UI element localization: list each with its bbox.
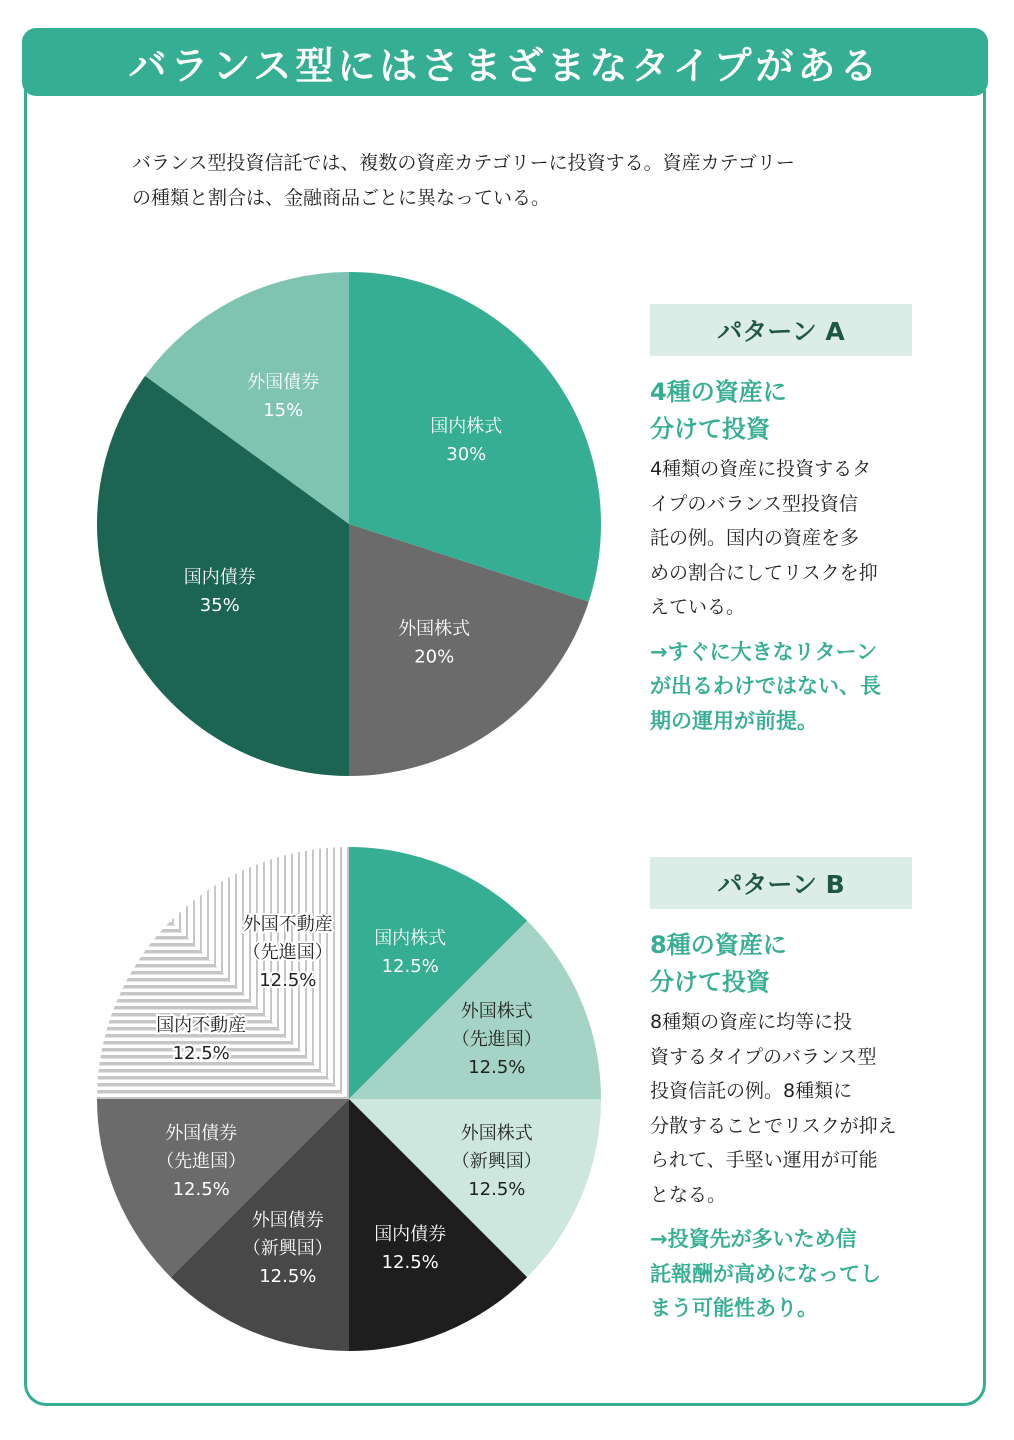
note-line: →すぐに大きなリターン	[650, 639, 878, 664]
slice-label: 国内債券 12.5%	[374, 1223, 447, 1273]
pattern-a-label: パターン A	[650, 304, 912, 356]
headline-line: 4種の資産に	[650, 378, 787, 406]
slice-label: 国内株式 12.5%	[374, 928, 447, 978]
body-line: めの割合にしてリスクを抑	[650, 561, 878, 584]
pattern-b-panel	[650, 857, 912, 1326]
slice-label: 国内不動産 12.5%	[156, 1014, 247, 1064]
note-line: が出るわけではない、長	[650, 674, 881, 698]
body-line: となる。	[650, 1183, 727, 1206]
note-line: まう可能性あり。	[650, 1296, 818, 1320]
pie-chart-a	[95, 270, 603, 778]
body-line: イプのバランス型投資信	[650, 492, 858, 515]
slice-label: 国内債券 35%	[183, 566, 256, 616]
pattern-a-body	[650, 452, 912, 625]
body-line: 分散することでリスクが抑え	[650, 1114, 897, 1137]
body-line: られて、手堅い運用が可能	[650, 1149, 878, 1171]
intro-line: バランス型投資信託では、複数の資産カテゴリーに投資する。資産カテゴリー	[132, 152, 795, 174]
body-line: 投資信託の例。8種類に	[650, 1080, 853, 1102]
page-title: バランス型にはさまざまなタイプがある	[128, 43, 882, 88]
slice-label: 外国債券（先進国） 12.5%	[156, 1123, 247, 1201]
headline-line: 分けて投資	[650, 968, 770, 996]
intro-text	[132, 146, 892, 216]
pie-chart-b	[95, 845, 603, 1353]
slice-label: 外国株式 20%	[398, 618, 471, 668]
pattern-b-label: パターン B	[650, 857, 912, 909]
headline-line: 分けて投資	[650, 415, 770, 443]
slice-label: 外国債券（新興国） 12.5%	[242, 1209, 333, 1287]
note-line: 託報酬が高めになってし	[650, 1261, 881, 1286]
pattern-a-panel	[650, 304, 912, 738]
slice-label: 外国株式（新興国） 12.5%	[451, 1123, 542, 1201]
note-line: 期の運用が前提。	[650, 708, 818, 733]
body-line: 託の例。国内の資産を多	[650, 527, 860, 549]
slice-label: 外国不動産（先進国） 12.5%	[242, 914, 333, 992]
pattern-b-headline	[650, 927, 912, 1001]
pattern-a-note	[650, 635, 912, 739]
body-line: えている。	[650, 596, 746, 618]
intro-line: の種類と割合は、金融商品ごとに異なっている。	[132, 187, 551, 209]
body-line: 資するタイプのバランス型	[650, 1045, 877, 1068]
slice-label: 外国債券 15%	[247, 371, 320, 421]
pattern-b-body	[650, 1005, 912, 1212]
slice-label: 外国株式（先進国） 12.5%	[451, 1000, 542, 1078]
body-line: 4種類の資産に投資するタ	[650, 458, 872, 480]
slice-label: 国内株式 30%	[430, 415, 503, 465]
headline-line: 8種の資産に	[650, 931, 787, 959]
body-line: 8種類の資産に均等に投	[650, 1011, 853, 1033]
title-banner	[22, 28, 988, 96]
pattern-a-headline	[650, 374, 912, 448]
pattern-b-note	[650, 1222, 912, 1326]
note-line: →投資先が多いため信	[650, 1227, 857, 1251]
